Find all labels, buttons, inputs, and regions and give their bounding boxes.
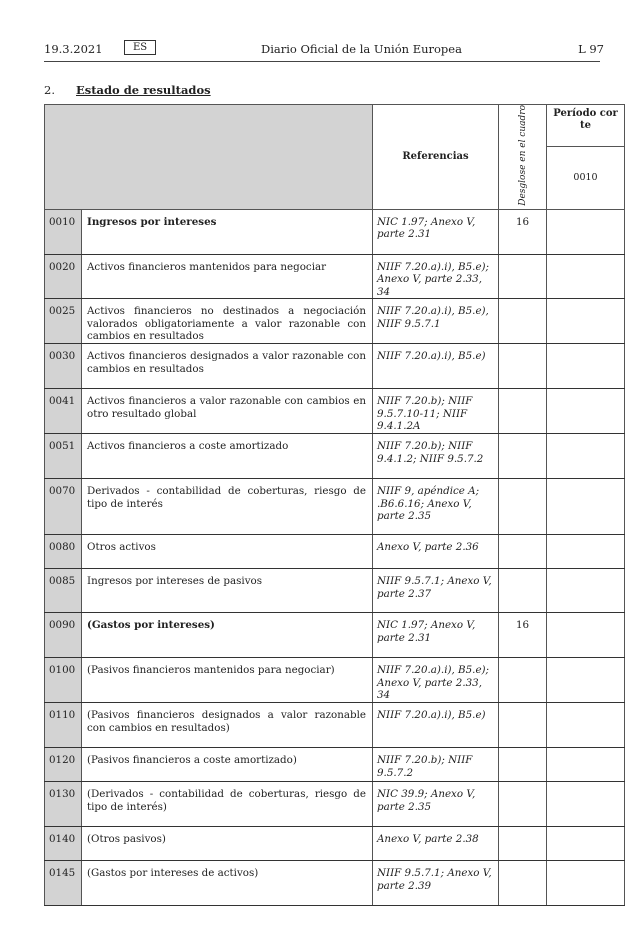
row-description: Activos financieros mantenidos para negociar [82,254,373,299]
table-row [45,299,625,344]
table-row [45,658,625,703]
table-row [45,254,625,299]
page-header [44,40,604,60]
row-period-value [547,299,625,344]
row-code: 0025 [45,299,82,344]
row-breakdown [499,782,547,827]
row-breakdown [499,658,547,703]
column-header-references: Referencias [373,105,499,210]
row-code: 0010 [45,209,82,254]
row-description: Activos financieros a valor razonable con cambios en otro resultado global [82,389,373,434]
row-period-value [547,748,625,782]
row-breakdown [499,344,547,389]
row-period-value [547,861,625,906]
row-breakdown [499,569,547,613]
row-period-value [547,535,625,569]
row-breakdown [499,827,547,861]
table-body [45,209,625,906]
row-period-value [547,782,625,827]
row-references: NIIF 7.20.b); NIIF 9.4.1.2; NIIF 9.5.7.2 [373,434,499,479]
row-description: Ingresos por intereses de pasivos [82,569,373,613]
header-blank-cell [45,105,373,210]
row-breakdown [499,254,547,299]
row-description: (Derivados - contabilidad de coberturas, riesgo de tipo de interés) [82,782,373,827]
row-description: Activos financieros a coste amortizado [82,434,373,479]
table-row [45,703,625,748]
row-references: NIIF 7.20.a).i), B5.e) [373,703,499,748]
row-period-value [547,569,625,613]
header-divider [44,61,600,62]
row-references: NIIF 9, apéndice A; .B6.6.16; Anexo V, parte 2.35 [373,479,499,535]
section-heading [44,83,211,97]
table-row [45,861,625,906]
row-code: 0030 [45,344,82,389]
row-code: 0130 [45,782,82,827]
table-row [45,782,625,827]
row-code: 0041 [45,389,82,434]
table-row [45,389,625,434]
row-description: (Otros pasivos) [82,827,373,861]
row-references: NIIF 7.20.b); NIIF 9.5.7.2 [373,748,499,782]
publication-date: 19.3.2021 [44,42,103,56]
row-description: Otros activos [82,535,373,569]
row-period-value [547,344,625,389]
breakdown-label: Desglose en el cuadro [517,105,528,206]
row-code: 0051 [45,434,82,479]
row-breakdown [499,479,547,535]
row-code: 0100 [45,658,82,703]
table-row [45,479,625,535]
row-description: Ingresos por intereses [82,209,373,254]
row-period-value [547,434,625,479]
table-row [45,569,625,613]
row-description: (Pasivos financieros a coste amortizado) [82,748,373,782]
column-code-0010: 0010 [547,146,625,209]
table-row [45,344,625,389]
row-code: 0085 [45,569,82,613]
row-period-value [547,209,625,254]
row-period-value [547,827,625,861]
row-description: Activos financieros designados a valor razonable con cambios en resultados [82,344,373,389]
row-references: Anexo V, parte 2.38 [373,827,499,861]
journal-title: Diario Oficial de la Unión Europea [261,42,462,56]
language-badge: ES [124,40,156,55]
row-breakdown [499,299,547,344]
row-references: NIIF 7.20.a).i), B5.e), NIIF 9.5.7.1 [373,299,499,344]
row-description: Activos financieros no destinados a negociación valorados obligatoriamente a valor razonable con cambios en resultados [82,299,373,344]
row-breakdown [499,748,547,782]
row-breakdown [499,703,547,748]
section-title: Estado de resultados [76,83,211,97]
row-references: NIIF 9.5.7.1; Anexo V, parte 2.39 [373,861,499,906]
row-period-value [547,658,625,703]
row-description: Derivados - contabilidad de coberturas, riesgo de tipo de interés [82,479,373,535]
row-breakdown [499,389,547,434]
row-references: NIIF 7.20.a).i), B5.e) [373,344,499,389]
income-statement-table [44,104,625,906]
row-description: (Gastos por intereses) [82,613,373,658]
row-code: 0080 [45,535,82,569]
row-code: 0020 [45,254,82,299]
column-header-breakdown [499,105,547,210]
row-period-value [547,389,625,434]
period-label-line-2: te [580,120,591,131]
period-label-line-1: Período cor [553,108,618,119]
row-code: 0110 [45,703,82,748]
table-row [45,748,625,782]
row-code: 0070 [45,479,82,535]
row-references: NIIF 9.5.7.1; Anexo V, parte 2.37 [373,569,499,613]
row-description: (Pasivos financieros designados a valor razonable con cambios en resultados) [82,703,373,748]
row-references: NIIF 7.20.b); NIIF 9.5.7.10-11; NIIF 9.4.1.2A [373,389,499,434]
row-period-value [547,479,625,535]
table-row [45,827,625,861]
table-row [45,613,625,658]
row-period-value [547,703,625,748]
row-breakdown: 16 [499,613,547,658]
row-breakdown [499,434,547,479]
section-number: 2. [44,83,55,97]
page-number: L 97 [578,42,604,56]
row-code: 0145 [45,861,82,906]
row-references: NIC 1.97; Anexo V, parte 2.31 [373,613,499,658]
row-period-value [547,613,625,658]
column-header-period [547,105,625,147]
row-references: NIC 1.97; Anexo V, parte 2.31 [373,209,499,254]
row-period-value [547,254,625,299]
row-description: (Pasivos financieros mantenidos para negociar) [82,658,373,703]
table-row [45,209,625,254]
row-description: (Gastos por intereses de activos) [82,861,373,906]
table-row [45,535,625,569]
row-references: NIC 39.9; Anexo V, parte 2.35 [373,782,499,827]
row-references: NIIF 7.20.a).i), B5.e); Anexo V, parte 2.33, 34 [373,254,499,299]
row-breakdown: 16 [499,209,547,254]
table-row [45,434,625,479]
row-references: NIIF 7.20.a).i), B5.e); Anexo V, parte 2.33, 34 [373,658,499,703]
row-references: Anexo V, parte 2.36 [373,535,499,569]
row-code: 0140 [45,827,82,861]
row-code: 0090 [45,613,82,658]
row-code: 0120 [45,748,82,782]
row-breakdown [499,861,547,906]
row-breakdown [499,535,547,569]
